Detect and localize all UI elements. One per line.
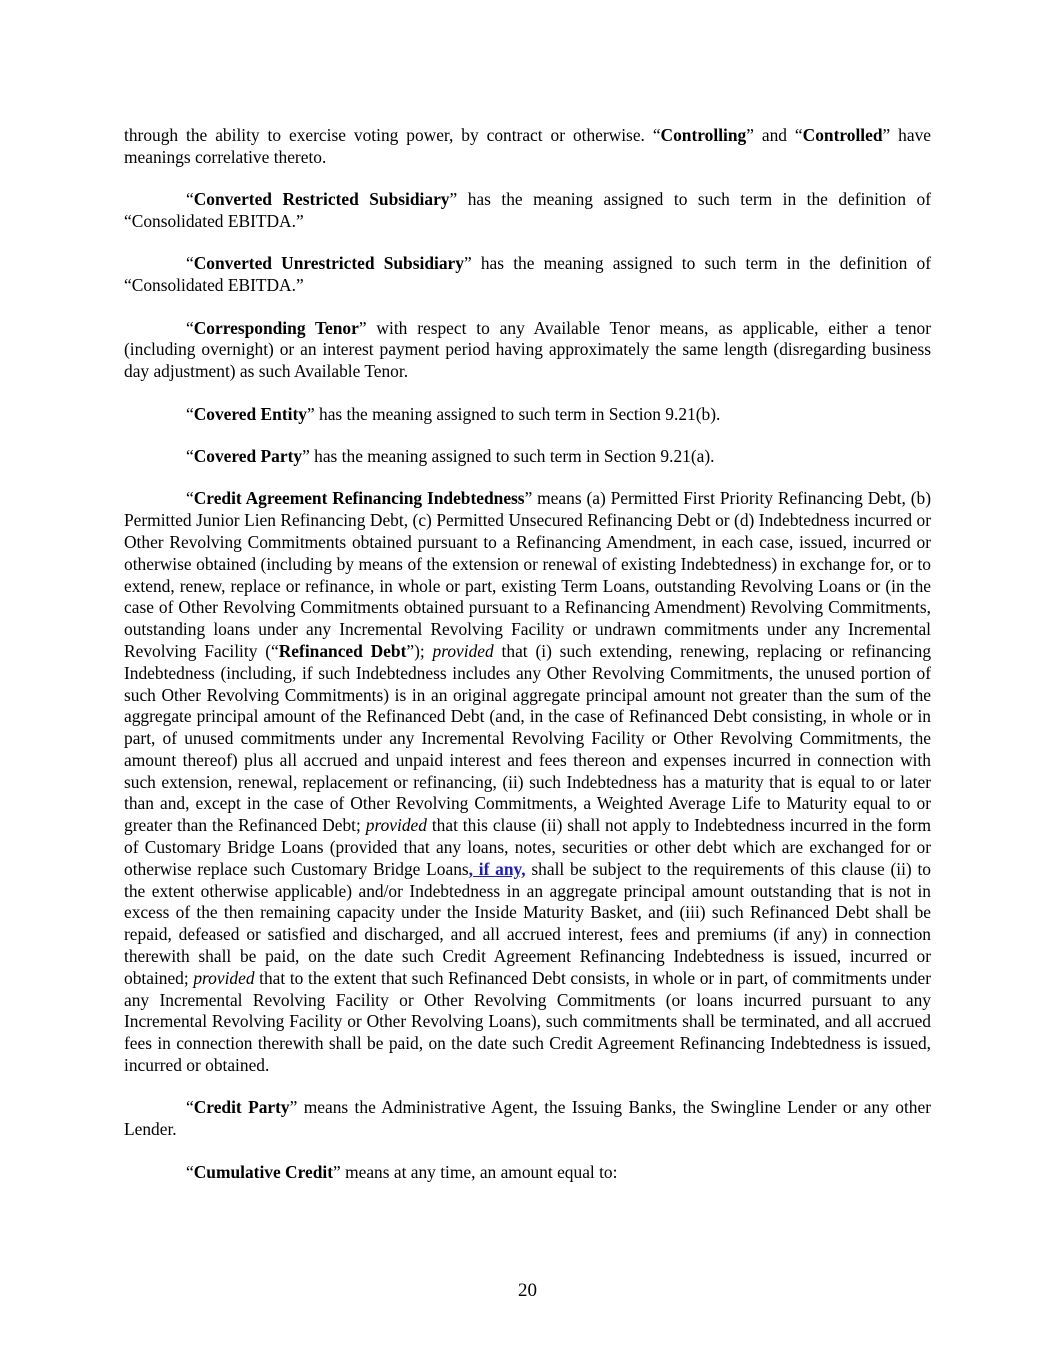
definition-covered-entity [124, 404, 931, 426]
defined-term: Credit Agreement Refinancing Indebtedness [193, 488, 525, 509]
defined-term: Controlling [660, 125, 747, 145]
inserted-revision-text: , if any, [468, 858, 526, 879]
defined-term: Credit Party [193, 1097, 290, 1118]
quote: “ [186, 253, 194, 274]
definition-text: ”); [406, 640, 433, 661]
definition-credit-party [124, 1097, 931, 1141]
defined-term: Controlled [802, 125, 883, 145]
definition-converted-unrestricted-subsidiary [124, 253, 931, 297]
definition-text: that (i) such extending, renewing, replacing or refinancing Indebtedness (including, if such Indebtedness includes any Other Revolving Commitments, the unused portion of such Other Revolving Commitments) is in an original aggregate principal amount not greater than the sum of the aggregate principal amount of the Refinanced Debt (and, in the case of Refinanced Debt consisting, in whole or in part, of unused commitments under any Incremental Revolving Facility or Other Revolving Commitments, the amount thereof) plus all accrued and unpaid interest and fees thereon and expenses incurred in connection with such extension, renewal, replacement or refinancing, (ii) such Indebtedness has a maturity that is equal to or later than and, except in the case of Other Revolving Commitments, a Weighted Average Life to Maturity equal to or greater than the Refinanced Debt; [124, 640, 932, 836]
definition-credit-agreement-refinancing-indebtedness [124, 488, 931, 1077]
defined-term: Cumulative Credit [193, 1161, 334, 1182]
defined-term: Refinanced Debt [278, 640, 407, 661]
definition-text: shall be subject to the requirements of this clause (ii) to the extent otherwise applicable) and/or Indebtedness in an aggregate principal amount outstanding that is not in excess of the then remaining capacity under the Inside Maturity Basket, and (iii) such Refinanced Debt shall be repaid, defeased or satisfied and discharged, and all accrued interest, fees and premiums (if any) in connection therewith shall be paid, on the date such Credit Agreement Refinancing Indebtedness is issued, incurred or obtained; [124, 858, 931, 988]
italic-term: provided [432, 640, 494, 661]
defined-term: Converted Unrestricted Subsidiary [193, 253, 464, 274]
definition-corresponding-tenor [124, 318, 931, 383]
definition-text: that this clause (ii) shall not apply to Indebtedness incurred in the form of Customary Bridge Loans (provided that any loans, notes, securities or other debt which are exchanged for or otherwise replace such Customary Bridge Loans [124, 815, 931, 879]
quote: “ [186, 445, 194, 466]
quote: “ [186, 403, 194, 424]
paragraph-controlling [124, 125, 931, 169]
defined-term: Converted Restricted Subsidiary [193, 189, 450, 210]
definition-covered-party [124, 446, 931, 468]
defined-term: Corresponding Tenor [193, 317, 359, 338]
definition-converted-restricted-subsidiary [124, 189, 931, 233]
definition-text: ” has the meaning assigned to such term in the definition of “Consolidated EBITDA.” [124, 253, 931, 296]
definition-text: ” means (a) Permitted First Priority Refinancing Debt, (b) Permitted Junior Lien Refinancing Debt, (c) Permitted Unsecured Refinancing Debt or (d) Indebtedness incurred or Other Revolving Commitments obtained pursuant to a Refinancing Amendment, in each case, issued, incurred or otherwise obtained (including by means of the extension or renewal of existing Indebtedness) in exchange for, or to extend, renew, replace or refinance, in whole or part, existing Term Loans, outstanding Revolving Loans or (in the case of Other Revolving Commitments obtained pursuant to a Refinancing Amendment) Revolving Commitments, outstanding loans under any Incremental Revolving Facility or undrawn commitments under any Incremental Revolving Facility (“ [124, 488, 931, 661]
quote: “ [186, 189, 194, 210]
quote: “ [186, 1161, 194, 1182]
quote: “ [186, 1097, 194, 1118]
definition-text: ” means the Administrative Agent, the Issuing Banks, the Swingline Lender or any other Lender. [124, 1097, 931, 1140]
definition-cumulative-credit [124, 1162, 931, 1184]
document-body [124, 125, 931, 1204]
text-segment: ” and “ [746, 125, 803, 145]
defined-term: Covered Entity [193, 403, 307, 424]
definition-text: that to the extent that such Refinanced Debt consists, in whole or in part, of commitments under any Incremental Revolving Facility or Other Revolving Commitments (or loans incurred pursuant to any Incremental Revolving Facility or Other Revolving Loans), such commitments shall be terminated, and all accrued fees in connection therewith shall be paid, on the date such Credit Agreement Refinancing Indebtedness is issued, incurred or obtained. [124, 967, 931, 1076]
defined-term: Covered Party [193, 445, 303, 466]
definition-text: ” has the meaning assigned to such term in Section 9.21(a). [302, 445, 715, 466]
quote: “ [186, 317, 194, 338]
definition-text: ” means at any time, an amount equal to: [333, 1161, 618, 1182]
text-segment: through the ability to exercise voting power, by contract or otherwise. “ [124, 125, 661, 145]
quote: “ [186, 488, 194, 509]
definition-text: ” has the meaning assigned to such term in Section 9.21(b). [306, 403, 721, 424]
page-number: 20 [518, 1280, 537, 1301]
definition-text: ” with respect to any Available Tenor means, as applicable, either a tenor (including overnight) or an interest payment period having approximately the same length (disregarding business day adjustment) as such Available Tenor. [124, 317, 931, 382]
italic-term: provided [365, 815, 427, 836]
italic-term: provided [193, 967, 255, 988]
text-segment: ” have meanings correlative thereto. [124, 125, 931, 167]
definition-text: ” has the meaning assigned to such term in the definition of “Consolidated EBITDA.” [124, 189, 931, 231]
